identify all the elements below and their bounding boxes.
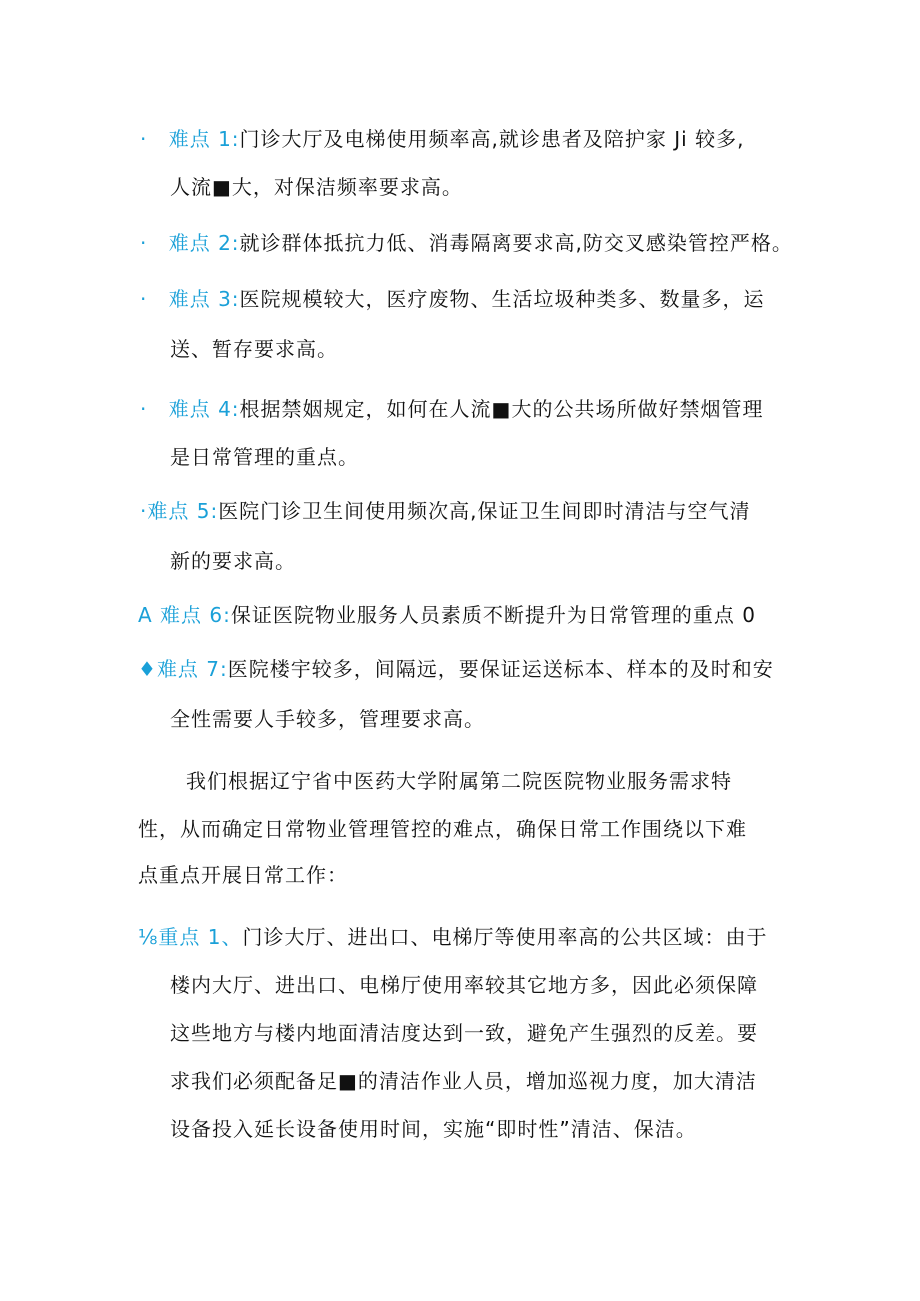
bullet-icon: · (140, 287, 148, 311)
difficulty-label: 难点 6: (160, 603, 231, 627)
key-point-1-line-2 (170, 972, 758, 998)
key-point-text: 门诊大厅、进出口、电梯厅等使用率高的公共区域：由于 (242, 925, 768, 949)
key-point-1-line-1 (138, 924, 767, 950)
difficulty-1-line-1 (140, 126, 744, 152)
difficulty-text-continued: 新的要求高。 (170, 549, 296, 573)
difficulty-label: 难点 1: (168, 127, 240, 151)
key-point-label: 重点 1、 (158, 925, 243, 949)
difficulty-label: 难点 7: (156, 657, 228, 681)
difficulty-text-continued: 全性需要人手较多，管理要求高。 (170, 707, 485, 731)
key-point-text-continued: 求我们必须配备足■的清洁作业人员，增加巡视力度，加大清洁 (170, 1069, 757, 1093)
difficulty-text: 医院规模较大，医疗废物、生活垃圾种类多、数量多，运 (239, 287, 765, 311)
difficulty-7-line-2 (170, 706, 485, 732)
difficulty-5-line-2 (170, 548, 296, 574)
difficulty-label: 难点 3: (168, 287, 240, 311)
difficulty-text: 根据禁姻规定，如何在人流■大的公共场所做好禁烟管理 (239, 397, 764, 421)
difficulty-text-continued: 是日常管理的重点。 (170, 445, 359, 469)
bullet-icon: A (138, 603, 153, 627)
difficulty-1-line-2 (170, 174, 463, 200)
difficulty-7-line-1 (138, 656, 774, 682)
key-point-1-line-5 (170, 1116, 697, 1142)
difficulty-4-line-2 (170, 444, 359, 470)
bullet-icon: · (140, 231, 148, 255)
difficulty-6-line-1 (138, 602, 756, 628)
bullet-icon: · (140, 127, 148, 151)
key-point-1-line-3 (170, 1020, 758, 1046)
difficulty-text: 医院门诊卫生间使用频次高,保证卫生间即时清洁与空气清 (218, 499, 751, 523)
summary-paragraph-line-3: 点重点开展日常工作： (138, 863, 348, 887)
difficulty-5-line-1 (140, 498, 751, 524)
difficulty-text: 保证医院物业服务人员素质不断提升为日常管理的重点 0 (230, 603, 756, 627)
difficulty-label: 难点 2: (168, 231, 240, 255)
key-point-text-continued: 楼内大厅、进出口、电梯厅使用率较其它地方多，因此必须保障 (170, 973, 758, 997)
difficulty-4-line-1 (140, 396, 763, 422)
key-point-text-continued: 这些地方与楼内地面清洁度达到一致，避免产生强烈的反差。要 (170, 1021, 758, 1045)
key-point-1-line-4 (170, 1068, 757, 1094)
difficulty-label: 难点 4: (168, 397, 240, 421)
key-point-text-continued: 设备投入延长设备使用时间，实施“即时性”清洁、保洁。 (170, 1117, 697, 1141)
difficulty-text: 就诊群体抵抗力低、消毒隔离要求高,防交叉感染管控严格。 (239, 231, 793, 255)
difficulty-2-line-1 (140, 230, 793, 256)
bullet-icon: ♦ (138, 657, 157, 681)
bullet-icon: · (140, 397, 148, 421)
difficulty-text-continued: 送、暂存要求高。 (170, 337, 338, 361)
difficulty-text: 医院楼宇较多，间隔远，要保证运送标本、样本的及时和安 (227, 657, 774, 681)
difficulty-3-line-1 (140, 286, 765, 312)
difficulty-label: 难点 5: (147, 499, 219, 523)
difficulty-text: 门诊大厅及电梯使用频率高,就诊患者及陪护家 Ji 较多, (239, 127, 745, 151)
summary-paragraph-line-2: 性，从而确定日常物业管理管控的难点，确保日常工作围绕以下难 (138, 817, 747, 841)
bullet-icon: · (140, 499, 148, 523)
summary-paragraph-line-1: 我们根据辽宁省中医药大学附属第二院医院物业服务需求特 (186, 769, 732, 793)
difficulty-3-line-2 (170, 336, 338, 362)
bullet-icon: ⅛ (138, 925, 159, 949)
difficulty-text-continued: 人流■大，对保洁频率要求高。 (170, 175, 463, 199)
